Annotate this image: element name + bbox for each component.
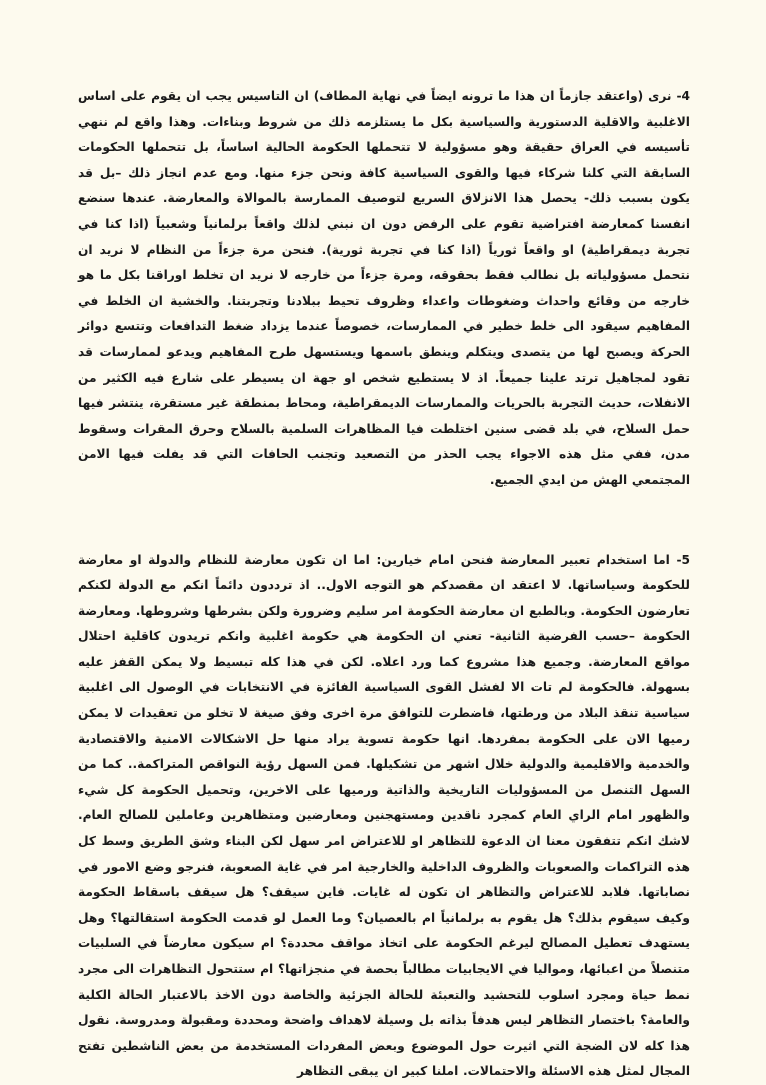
document-page xyxy=(78,84,690,1079)
paragraph-4: 4- نرى (واعتقد جازماً ان هذا ما ترونه ايضاً في نهاية المطاف) ان التاسيس يجب ان يقوم على اساس الاغلبية والاقلية الدستورية والسياسية بكل ما يستلزمه ذلك من شروط وبناءات. وهذا واقع لم ننهي تأسيسه في العراق حقيقة وهو مسؤولية لا تتحملها الحكومة الحالية اساساً، بل تتحملها الحكومات السابقة التي كلنا شركاء فيها والقوى السياسية كافة ونحن جزء منها. ومع عدم انجاز ذلك –بل قد يكون بسبب ذلك- يحصل هذا الانزلاق السريع لتوصيف الممارسة بالموالاة والمعارضة. عندها سنضع انفسنا كمعارضة افتراضية تقوم على الرفض دون ان نبني لذلك واقعاً برلمانياً وشعبياً (اذا كنا في تجربة ديمقراطية) او واقعاً ثورياً (اذا كنا في تجربة ثورية). فنحن مرة جزءاً من النظام لا نريد ان نتحمل مسؤولياته بل نطالب فقط بحقوقه، ومرة جزءاً من خارجه لا نريد ان تخلط اوراقنا بكل ما هو خارجه من وقائع واحداث وضغوطات واعداء وظروف تحيط ببلادنا وتجربتنا. والخشية ان الخلط في المفاهيم سيقود الى خلط خطير في الممارسات، خصوصاً عندما يزداد ضغط التدافعات وتتسع دوائر الحركة ويصبح لها من يتصدى ويتكلم وينطق باسمها ويستسهل طرح المفاهيم ويدعو لممارسات قد تقود لمجاهيل ترتد علينا جميعاً. اذ لا يستطيع شخص او جهة ان يسيطر على شارع فيه الكثير من الانفلات، حديث التجربة بالحريات والممارسات الديمقراطية، ومحاط بمنطقة غير مستقرة، ينتشر فيها حمل السلاح، في بلد قضى سنين اختلطت فيا المظاهرات السلمية بالسلاح وحرق المقرات وسقوط مدن، ففي مثل هذه الاجواء يجب الحذر من التصعيد وتجنب الحافات التي قد يفلت فيها الامن المجتمعي الهش من ايدي الجميع. xyxy=(78,89,690,487)
paragraph-5: 5- اما استخدام تعبير المعارضة فنحن امام خيارين: اما ان تكون معارضة للنظام والدولة او معارضة للحكومة وسياساتها. لا اعتقد ان مقصدكم هو التوجه الاول.. اذ ترددون دائماً انكم مع الدولة لكنكم تعارضون الحكومة. وبالطبع ان معارضة الحكومة امر سليم وضرورة ولكن بشرطها وشروطها. ومعارضة الحكومة –حسب الفرضية الثانية- تعني ان الحكومة هي حكومة اغلبية وانكم تريدون كاقلية احتلال مواقع المعارضة. وجميع هذا مشروع كما ورد اعلاه. لكن في هذا كله تبسيط ولا يمكن القفز عليه بسهولة. فالحكومة لم تات الا لفشل القوى السياسية الفائزة في الانتخابات في الوصول الى اغلبية سياسية تنقذ البلاد من ورطتها، فاضطرت للتوافق مرة اخرى وفق صيغة لا تخلو من تعقيدات لا يمكن رميها الان على الحكومة بمفردها. انها حكومة تسوية يراد منها حل الاشكالات الامنية والاقتصادية والخدمية والاقليمية والدولية خلال اشهر من تشكيلها. فمن السهل رؤية النواقص المتراكمة.. كما من السهل التنصل من المسؤوليات التاريخية والذاتية ورميها على الاخرين، وتحميل الحكومة كل شيء والظهور امام الراي العام كمجرد ناقدين ومستهجنين ومعارضين ومتظاهرين وعاملين للصالح العام. لاشك انكم تتفقون معنا ان الدعوة للتظاهر او للاعتراض امر سهل لكن البناء وشق الطريق وسط كل هذه التراكمات والصعوبات والظروف الداخلية والخارجية امر في غاية الصعوبة، فنرجو وضع الامور في نصاباتها. فلابد للاعتراض والتظاهر ان تكون له غايات. فاين سيقف؟ هل سيقف باسقاط الحكومة وكيف سيقوم بذلك؟ هل يقوم به برلمانياً ام بالعصيان؟ وما العمل لو قدمت الحكومة استقالتها؟ وهل يستهدف تعطيل المصالح ليرغم الحكومة على اتخاذ مواقف محددة؟ ام سيكون معارضاً في السلبيات متنصلاً من اعبائها، ومواليا في الايجابيات مطالباً بحصة في منجزاتها؟ ام ستتحول التظاهرات الى مجرد نمط حياة ومجرد اسلوب للتحشيد والتعبئة للحالة الجزئية والخاصة دون الاخذ بالاعتبار الحالة الكلية والعامة؟ باختصار التظاهر ليس هدفاً بذاته بل وسيلة لاهداف واضحة ومحددة ومقبولة ومدروسة. نقول هذا كله لان الضجة التي اثيرت حول الموضوع وبعض المفردات المستخدمة من بعض الناشطين تفتح المجال لمثل هذه الاسئلة والاحتمالات. املنا كبير ان يبقى التظاهر xyxy=(78,552,690,1079)
